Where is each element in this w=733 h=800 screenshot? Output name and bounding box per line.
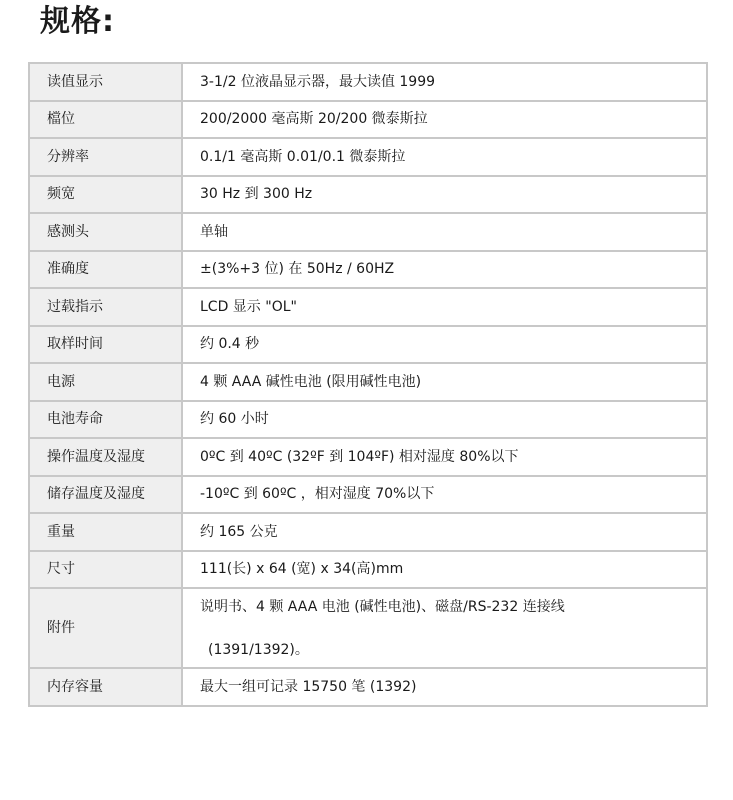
spec-table — [28, 62, 708, 707]
table-row — [29, 288, 707, 326]
row-label: 读值显示 — [29, 63, 182, 101]
row-label: 尺寸 — [29, 551, 182, 589]
row-label: 重量 — [29, 513, 182, 551]
row-label: 电池寿命 — [29, 401, 182, 439]
table-row — [29, 101, 707, 139]
row-value: 0.1/1 毫高斯 0.01/0.1 微泰斯拉 — [182, 138, 707, 176]
row-label: 分辨率 — [29, 138, 182, 176]
row-value: 约 60 小时 — [182, 401, 707, 439]
table-row — [29, 326, 707, 364]
table-row — [29, 138, 707, 176]
row-label: 取样时间 — [29, 326, 182, 364]
row-value: 最大一组可记录 15750 笔 (1392) — [182, 668, 707, 706]
row-value: 约 165 公克 — [182, 513, 707, 551]
table-row — [29, 251, 707, 289]
row-value: 约 0.4 秒 — [182, 326, 707, 364]
table-row — [29, 551, 707, 589]
row-label: 感测头 — [29, 213, 182, 251]
row-value-line: (1391/1392)。 — [208, 641, 309, 658]
row-value: 3-1/2 位液晶显示器，最大读值 1999 — [182, 63, 707, 101]
table-row — [29, 363, 707, 401]
row-value: 111(长) x 64 (宽) x 34(高)mm — [182, 551, 707, 589]
row-label: 内存容量 — [29, 668, 182, 706]
row-value: LCD 显示 "OL" — [182, 288, 707, 326]
row-value-line: 说明书、4 颗 AAA 电池 (碱性电池)、磁盘/RS-232 连接线 — [200, 598, 565, 615]
row-label: 储存温度及湿度 — [29, 476, 182, 514]
table-row — [29, 588, 707, 668]
row-value: 0ºC 到 40ºC (32ºF 到 104ºF) 相对湿度 80%以下 — [182, 438, 707, 476]
row-label: 檔位 — [29, 101, 182, 139]
row-value: -10ºC 到 60ºC ，相对湿度 70%以下 — [182, 476, 707, 514]
row-value: ±(3%+3 位) 在 50Hz / 60HZ — [182, 251, 707, 289]
row-value: 单轴 — [182, 213, 707, 251]
table-row — [29, 176, 707, 214]
row-value: 200/2000 毫高斯 20/200 微泰斯拉 — [182, 101, 707, 139]
row-label: 操作温度及湿度 — [29, 438, 182, 476]
row-label: 准确度 — [29, 251, 182, 289]
table-row — [29, 668, 707, 706]
row-label: 附件 — [29, 588, 182, 668]
table-row — [29, 513, 707, 551]
page-title: 规格: — [40, 4, 115, 39]
row-label: 过载指示 — [29, 288, 182, 326]
table-row — [29, 63, 707, 101]
table-row — [29, 476, 707, 514]
table-row — [29, 438, 707, 476]
row-label: 电源 — [29, 363, 182, 401]
table-row — [29, 213, 707, 251]
row-label: 频宽 — [29, 176, 182, 214]
row-value: 4 颗 AAA 碱性电池 (限用碱性电池) — [182, 363, 707, 401]
row-value — [182, 588, 707, 668]
table-row — [29, 401, 707, 439]
row-value: 30 Hz 到 300 Hz — [182, 176, 707, 214]
